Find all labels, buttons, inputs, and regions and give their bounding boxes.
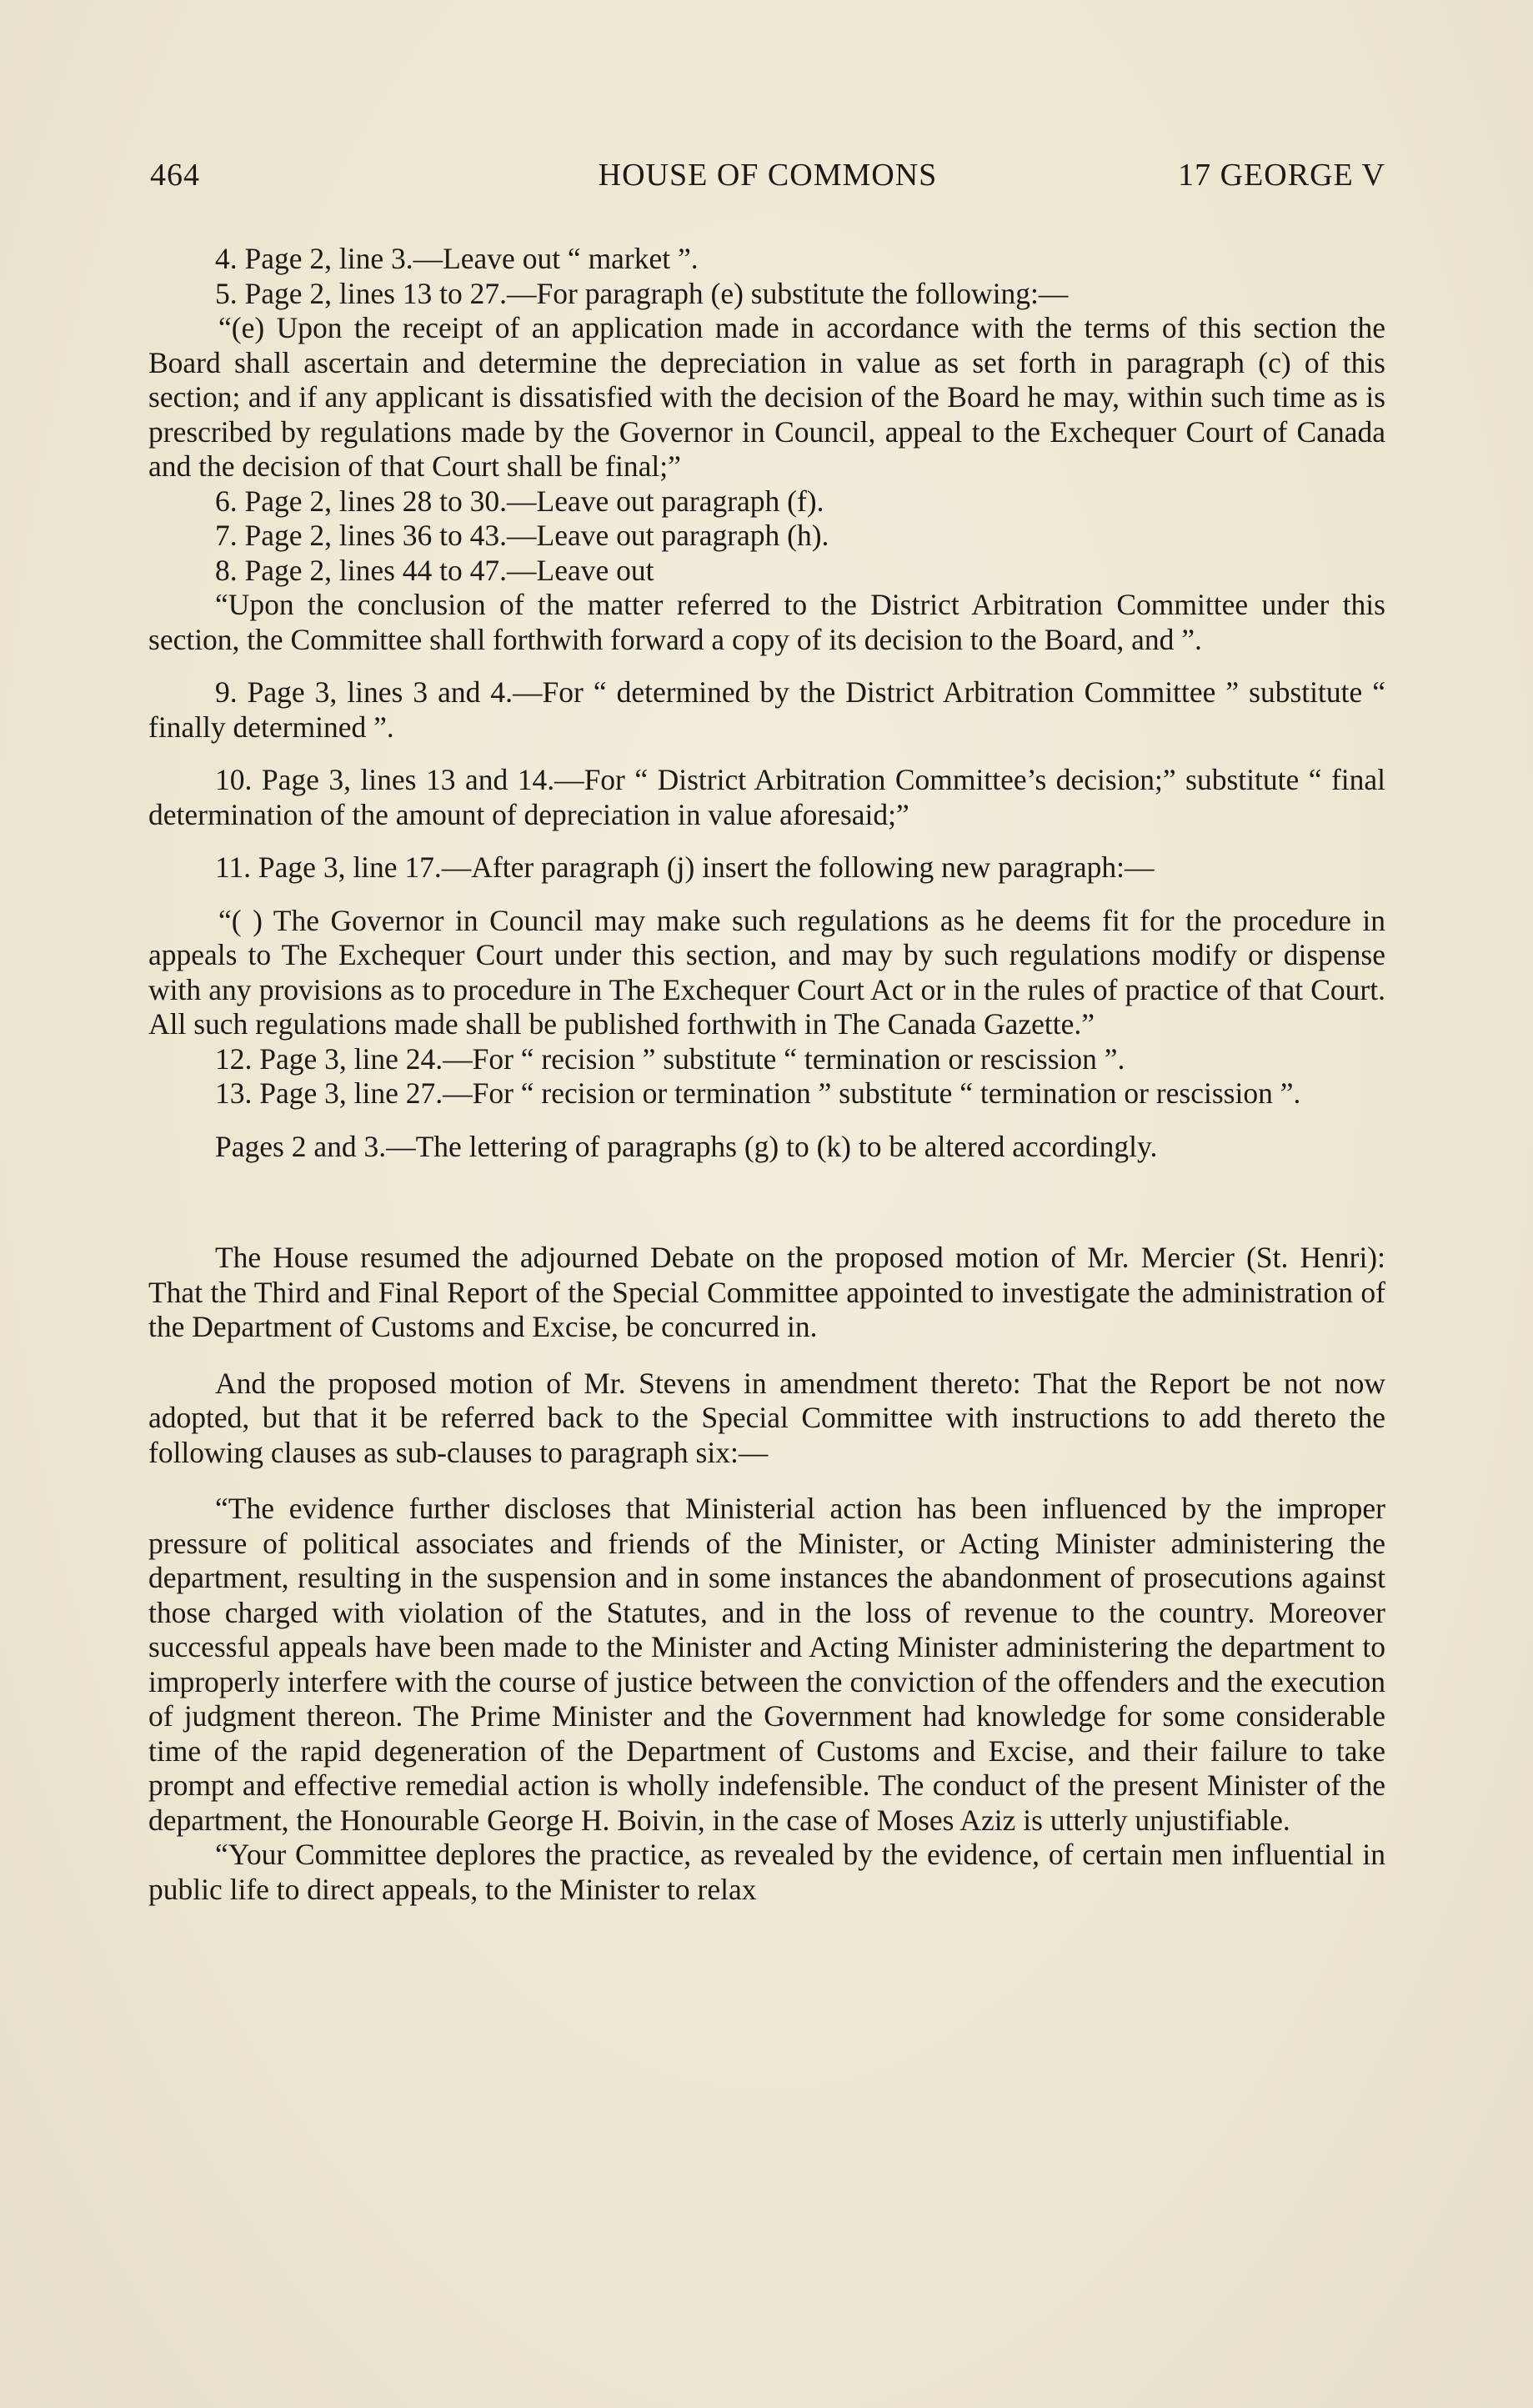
amendment-5: 5. Page 2, lines 13 to 27.—For paragraph (e) substitute the following:— <box>215 276 1069 310</box>
amendment-11-quote: “( ) The Governor in Council may make such regulations as he deems fit for the procedure in appeals to The Exchequer Court under this section, and may by such regulations modify or dispense with any provisions as to procedure in The Exchequer Court Act or in the rules of practice of that Court. All such regulations made shall be published forthwith in The Canada Gazette.” <box>148 903 1385 1041</box>
quoted-clause-evidence: “The evidence further discloses that Ministerial action has been influenced by the improper pressure of political associates and friends of the Minister, or Acting Minister administering the department, resulting in the suspension and in some instances the abandonment of prosecutions against those charged with violation of the Statutes, and in the loss of revenue to the country. Moreover successful appeals have been made to the Minister and Acting Minister administering the department to improperly interfere with the course of justice between the conviction of the offenders and the execution of judgment thereon. The Prime Minister and the Government had knowledge for some considerable time of the rapid degeneration of the Department of Customs and Excise, and their failure to take prompt and effective remedial action is wholly indefensible. The conduct of the present Minister of the department, the Honourable George H. Boivin, in the case of Moses Aziz is utterly unjustifiable. <box>148 1492 1385 1837</box>
regnal-year: 17 GEORGE V <box>1178 158 1385 193</box>
debate-resumed-paragraph: The House resumed the adjourned Debate on the proposed motion of Mr. Mercier (St. Henri): That the Third and Final Report of the Special Committee appointed to investigate the administration of the Department of Customs and Excise, be concurred in. <box>148 1241 1385 1343</box>
quoted-clause-deplores: “Your Committee deplores the practice, as revealed by the evidence, of certain men influential in public life to direct appeals, to the Minister to relax <box>148 1838 1385 1906</box>
running-header <box>150 157 1385 198</box>
amendment-8-quote: “Upon the conclusion of the matter referred to the District Arbitration Committee under this section, the Committee shall forthwith forward a copy of its decision to the Board, and ”. <box>148 588 1385 656</box>
amendment-lettering: Pages 2 and 3.—The lettering of paragraphs (g) to (k) to be altered accordingly. <box>215 1129 1158 1163</box>
amendment-10: 10. Page 3, lines 13 and 14.—For “ District Arbitration Committee’s decision;” substitute “ final determination of the amount of depreciation in value aforesaid;” <box>148 763 1385 831</box>
page-title: HOUSE OF COMMONS <box>598 158 938 193</box>
page-body <box>148 242 1385 1907</box>
amendment-11: 11. Page 3, line 17.—After paragraph (j) insert the following new paragraph:— <box>215 850 1155 884</box>
amendment-7: 7. Page 2, lines 36 to 43.—Leave out paragraph (h). <box>215 519 829 552</box>
amendment-8: 8. Page 2, lines 44 to 47.—Leave out <box>215 553 654 587</box>
stevens-amendment-paragraph: And the proposed motion of Mr. Stevens in amendment thereto: That the Report be not now adopted, but that it be referred back to the Special Committee with instructions to add thereto the following clauses as sub-clauses to paragraph six:— <box>148 1366 1385 1469</box>
amendment-6: 6. Page 2, lines 28 to 30.—Leave out paragraph (f). <box>215 484 824 518</box>
amendment-9: 9. Page 3, lines 3 and 4.—For “ determined by the District Arbitration Committee ” substitute “ finally determined ”. <box>148 675 1385 744</box>
amendment-5-quote: “(e) Upon the receipt of an application made in accordance with the terms of this section the Board shall ascertain and determine the depreciation in value as set forth in paragraph (c) of this section; and if any applicant is dissatisfied with the decision of the Board he may, within such time as is prescribed by regulations made by the Governor in Council, appeal to the Exchequer Court of Canada and the decision of that Court shall be final;” <box>148 311 1385 483</box>
amendment-12: 12. Page 3, line 24.—For “ recision ” substitute “ termination or rescission ”. <box>215 1041 1125 1076</box>
amendment-4: 4. Page 2, line 3.—Leave out “ market ”. <box>215 242 699 275</box>
page-number: 464 <box>150 158 200 193</box>
amendment-13: 13. Page 3, line 27.—For “ recision or termination ” substitute “ termination or rescission ”. <box>215 1076 1301 1110</box>
